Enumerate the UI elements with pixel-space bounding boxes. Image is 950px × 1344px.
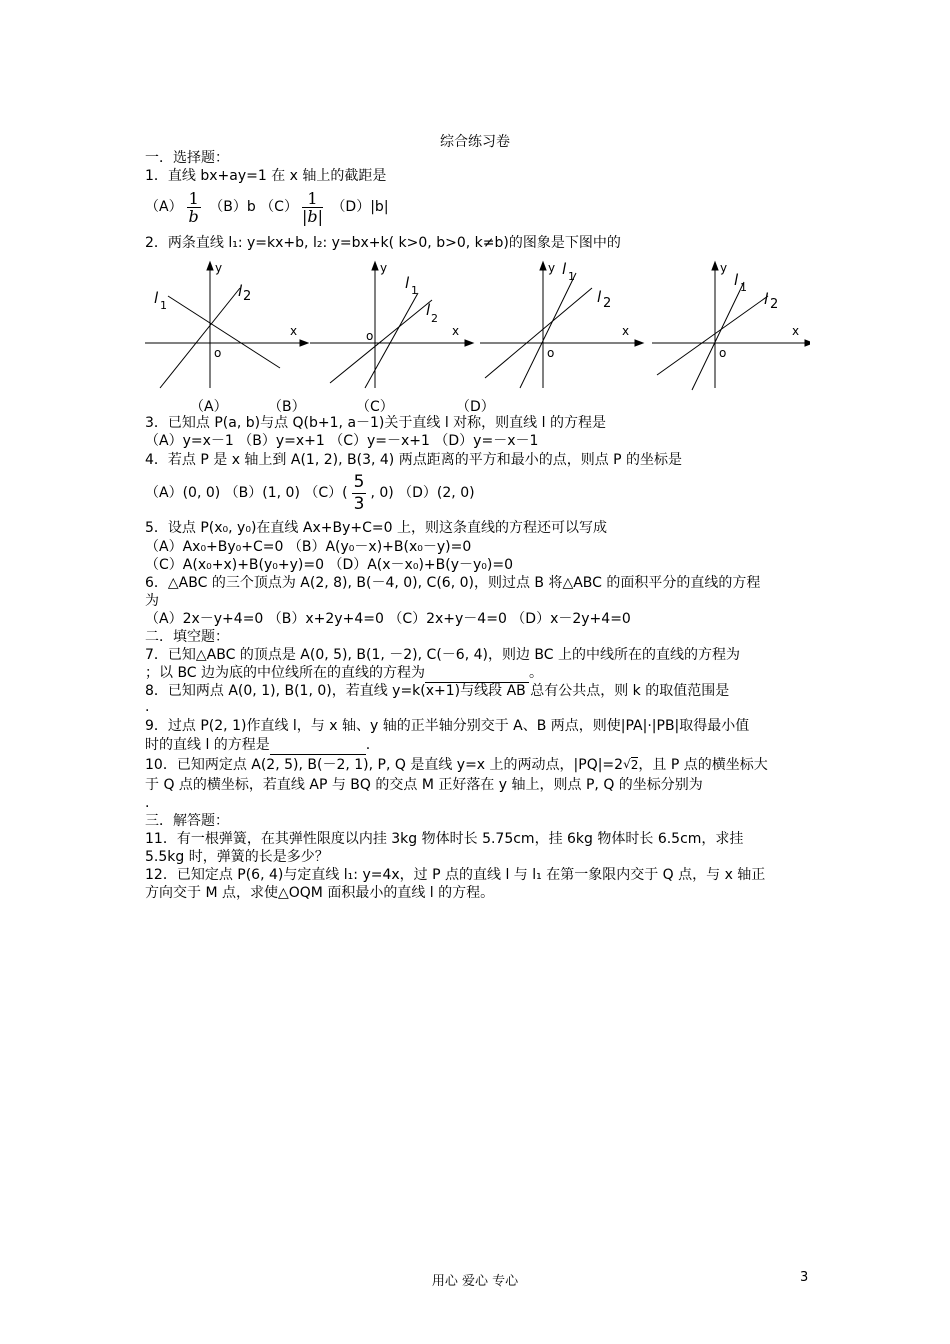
section-heading: 三．解答题： bbox=[145, 813, 229, 829]
question-8: 8．已知两点 A(0, 1), B(1, 0)，若直线 y=k(x+1)与线段 AB 总有公共点，则 k 的取值范围是 bbox=[145, 683, 730, 699]
svg-text:2: 2 bbox=[431, 312, 438, 325]
answer-blank[interactable] bbox=[270, 736, 366, 755]
fraction: $\frac{1}{|b|}$ bbox=[301, 188, 323, 226]
question-3: 3．已知点 P(a, b)与点 Q(b+1, a－1)关于直线 l 对称，则直线 l 的方程是 bbox=[145, 415, 606, 431]
question-5-options-ab: （A）Ax₀+By₀+C=0 （B）A(y₀－x)+B(x₀－y)=0 bbox=[145, 539, 472, 555]
question-9: 9．过点 P(2, 1)作直线 l，与 x 轴、y 轴的正半轴分别交于 A、B 两点，则使|PA|·|PB|取得最小值 bbox=[145, 718, 750, 734]
svg-text:o: o bbox=[547, 346, 555, 360]
svg-text:1: 1 bbox=[568, 270, 575, 283]
page-title: 综合练习卷 bbox=[440, 134, 510, 150]
page-number: 3 bbox=[800, 1270, 809, 1285]
question-10: 10．已知两定点 A(2, 5), B(－2, 1), P, Q 是直线 y=x 上的两动点，|PQ|=2√2，且 P 点的横坐标大 bbox=[145, 757, 768, 773]
question-7: 7．已知△ABC 的顶点是 A(0, 5), B(1, －2), C(－6, 4)，则边 BC 上的中线所在的直线的方程为 bbox=[145, 647, 740, 663]
question-5: 5．设点 P(x₀, y₀)在直线 Ax+By+C=0 上，则这条直线的方程还可以写成 bbox=[145, 520, 607, 536]
question-4-options: （A）(0, 0) （B）(1, 0) （C）( $\frac{5}{3}$ , 0) （D）(2, 0) bbox=[145, 471, 475, 514]
section-heading: 二．填空题： bbox=[145, 629, 229, 645]
footer: 用心 爱心 专心 bbox=[431, 1274, 519, 1289]
question-3-options: （A）y=x－1 （B）y=x+1 （C）y=－x+1 （D）y=－x－1 bbox=[145, 433, 539, 449]
svg-text:l: l bbox=[154, 289, 159, 307]
svg-text:l: l bbox=[764, 290, 769, 308]
svg-text:y: y bbox=[548, 261, 556, 275]
question-11: 11．有一根弹簧，在其弹性限度以内挂 3kg 物体时长 5.75cm，挂 6kg 物体时长 6.5cm，求挂 bbox=[145, 831, 744, 847]
x-axis-label: x bbox=[290, 324, 298, 338]
svg-text:l: l bbox=[597, 288, 602, 306]
svg-text:l: l bbox=[562, 260, 567, 278]
svg-text:l: l bbox=[734, 271, 739, 289]
svg-text:x: x bbox=[792, 324, 800, 338]
graph-label-c: （C） bbox=[356, 399, 394, 415]
svg-text:l: l bbox=[405, 274, 410, 292]
svg-text:2: 2 bbox=[603, 296, 612, 311]
graph-label-d: （D） bbox=[456, 399, 495, 415]
svg-text:o: o bbox=[366, 329, 374, 343]
graphs-figure bbox=[140, 258, 810, 398]
graph-label-b: （B） bbox=[268, 399, 306, 415]
question-2: 2．两条直线 l₁: y=kx+b, l₂: y=bx+k( k>0, b>0, k≠b)的图象是下图中的 bbox=[145, 235, 621, 251]
svg-text:y: y bbox=[380, 261, 388, 275]
svg-text:1: 1 bbox=[160, 299, 167, 312]
svg-text:y: y bbox=[720, 261, 728, 275]
svg-text:x: x bbox=[452, 324, 460, 338]
origin-label: o bbox=[214, 346, 222, 360]
svg-text:1: 1 bbox=[411, 284, 418, 297]
svg-text:l: l bbox=[426, 301, 431, 319]
fraction: $\frac{5}{3}$ bbox=[353, 471, 365, 514]
section-heading: 一．选择题： bbox=[145, 150, 229, 166]
question-6: 6．△ABC 的三个顶点为 A(2, 8), B(－4, 0), C(6, 0)，则过点 B 将△ABC 的面积平分的直线的方程 bbox=[145, 575, 761, 591]
question-5-options-cd: （C）A(x₀+x)+B(y₀+y)=0 （D）A(x－x₀)+B(y－y₀)=0 bbox=[145, 557, 513, 573]
y-axis-label: y bbox=[215, 261, 223, 275]
question-12: 12．已知定点 P(6, 4)与定直线 l₁: y=4x，过 P 点的直线 l 与 l₁ 在第一象限内交于 Q 点，与 x 轴正 bbox=[145, 867, 766, 883]
graph-label-a: （A） bbox=[190, 399, 228, 415]
svg-text:1: 1 bbox=[740, 281, 747, 294]
question-6-options: （A）2x－y+4=0 （B）x+2y+4=0 （C）2x+y－4=0 （D）x－2y+4=0 bbox=[145, 611, 631, 627]
fraction: $\frac{1}{b}$ bbox=[188, 188, 199, 226]
svg-text:x: x bbox=[622, 324, 630, 338]
answer-blank[interactable] bbox=[425, 664, 529, 683]
svg-text:2: 2 bbox=[770, 297, 779, 312]
question-1: 1．直线 bx+ay=1 在 x 轴上的截距是 bbox=[145, 168, 387, 184]
question-1-options: （A） $\frac{1}{b}$ （B）b （C） $\frac{1}{|b|}$ （D）|b| bbox=[145, 188, 389, 226]
svg-text:o: o bbox=[719, 346, 727, 360]
svg-text:2: 2 bbox=[243, 289, 252, 304]
svg-text:l: l bbox=[238, 282, 243, 300]
question-4: 4．若点 P 是 x 轴上到 A(1, 2), B(3, 4) 两点距离的平方和最小的点，则点 P 的坐标是 bbox=[145, 452, 683, 468]
